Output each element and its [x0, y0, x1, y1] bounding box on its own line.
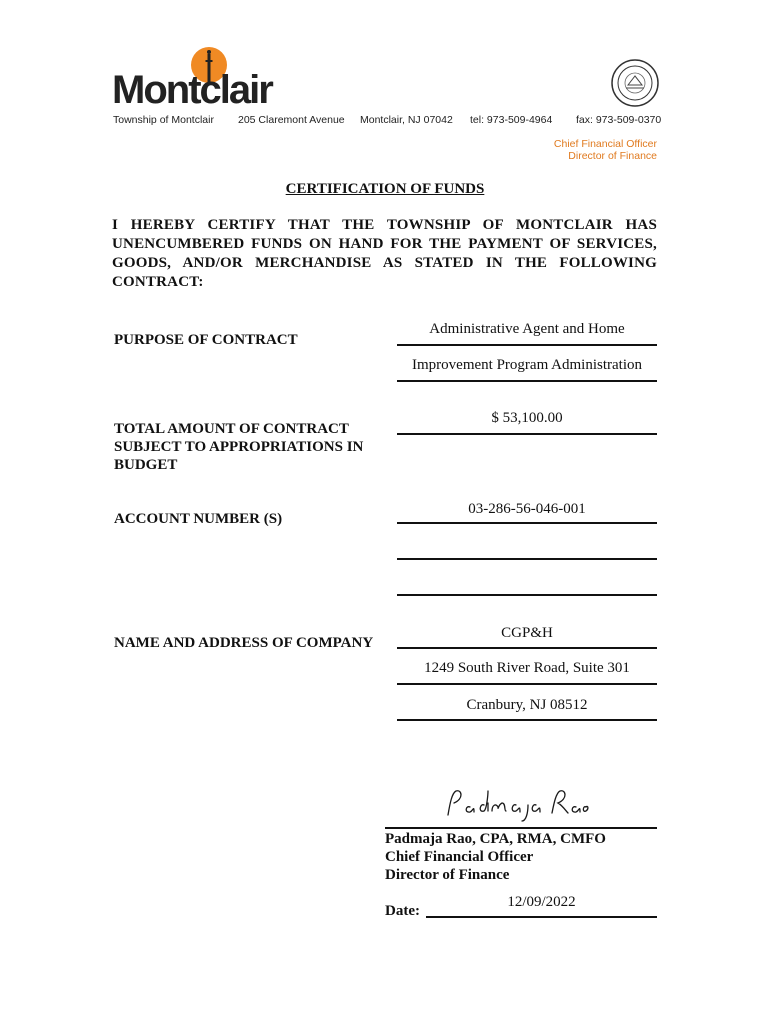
company-label: NAME AND ADDRESS OF COMPANY [114, 635, 374, 651]
amount-value: $ 53,100.00 [491, 410, 563, 426]
account-underline-2 [397, 558, 657, 560]
amount-label-line3: BUDGET [114, 457, 178, 473]
purpose-value-line1: Administrative Agent and Home [429, 321, 625, 337]
amount-label-line2: SUBJECT TO APPROPRIATIONS IN [114, 439, 364, 455]
account-underline-1 [397, 522, 657, 524]
address-fax: fax: 973-509-0370 [576, 114, 662, 126]
company-name: CGP&H [501, 625, 553, 641]
company-address-line2: Cranbury, NJ 08512 [466, 697, 588, 713]
company-underline-1 [397, 647, 657, 649]
signer-title-finance: Director of Finance [385, 867, 510, 883]
amount-underline [397, 433, 657, 435]
address-city: Montclair, NJ 07042 [360, 114, 453, 126]
certification-statement: I HEREBY CERTIFY THAT THE TOWNSHIP OF MONTCLAIR HAS UNENCUMBERED FUNDS ON HAND FOR THE PAYMENT OF SERVICES, GOODS, AND/OR MERCHANDISE AS STATED IN THE FOLLOWING CONTRACT: [112, 217, 657, 290]
account-value: 03-286-56-046-001 [468, 501, 586, 517]
signer-name: Padmaja Rao, CPA, RMA, CMFO [385, 831, 606, 847]
logo-wordmark: Montclair [112, 68, 272, 112]
signer-block [385, 830, 606, 884]
document-title: CERTIFICATION OF FUNDS [285, 181, 485, 197]
address-street: 205 Claremont Avenue [238, 114, 345, 126]
office-title-finance: Director of Finance [568, 150, 657, 162]
purpose-label: PURPOSE OF CONTRACT [114, 332, 298, 348]
signer-title-cfo: Chief Financial Officer [385, 849, 534, 865]
company-underline-3 [397, 719, 657, 721]
signature-line [385, 827, 657, 829]
date-label: Date: [385, 903, 420, 919]
address-phone: tel: 973-509-4964 [470, 114, 553, 126]
purpose-underline-1 [397, 344, 657, 346]
handwritten-signature [440, 785, 590, 825]
date-underline [426, 916, 657, 918]
office-title-cfo: Chief Financial Officer [553, 138, 657, 150]
purpose-value-line2: Improvement Program Administration [412, 357, 642, 373]
address-township: Township of Montclair [113, 114, 214, 126]
account-underline-3 [397, 594, 657, 596]
township-seal-icon [610, 58, 660, 108]
date-value: 12/09/2022 [507, 894, 576, 910]
purpose-underline-2 [397, 380, 657, 382]
company-address-line1: 1249 South River Road, Suite 301 [424, 660, 630, 676]
account-label: ACCOUNT NUMBER (S) [114, 511, 283, 527]
company-underline-2 [397, 683, 657, 685]
amount-label-line1: TOTAL AMOUNT OF CONTRACT [114, 421, 349, 437]
